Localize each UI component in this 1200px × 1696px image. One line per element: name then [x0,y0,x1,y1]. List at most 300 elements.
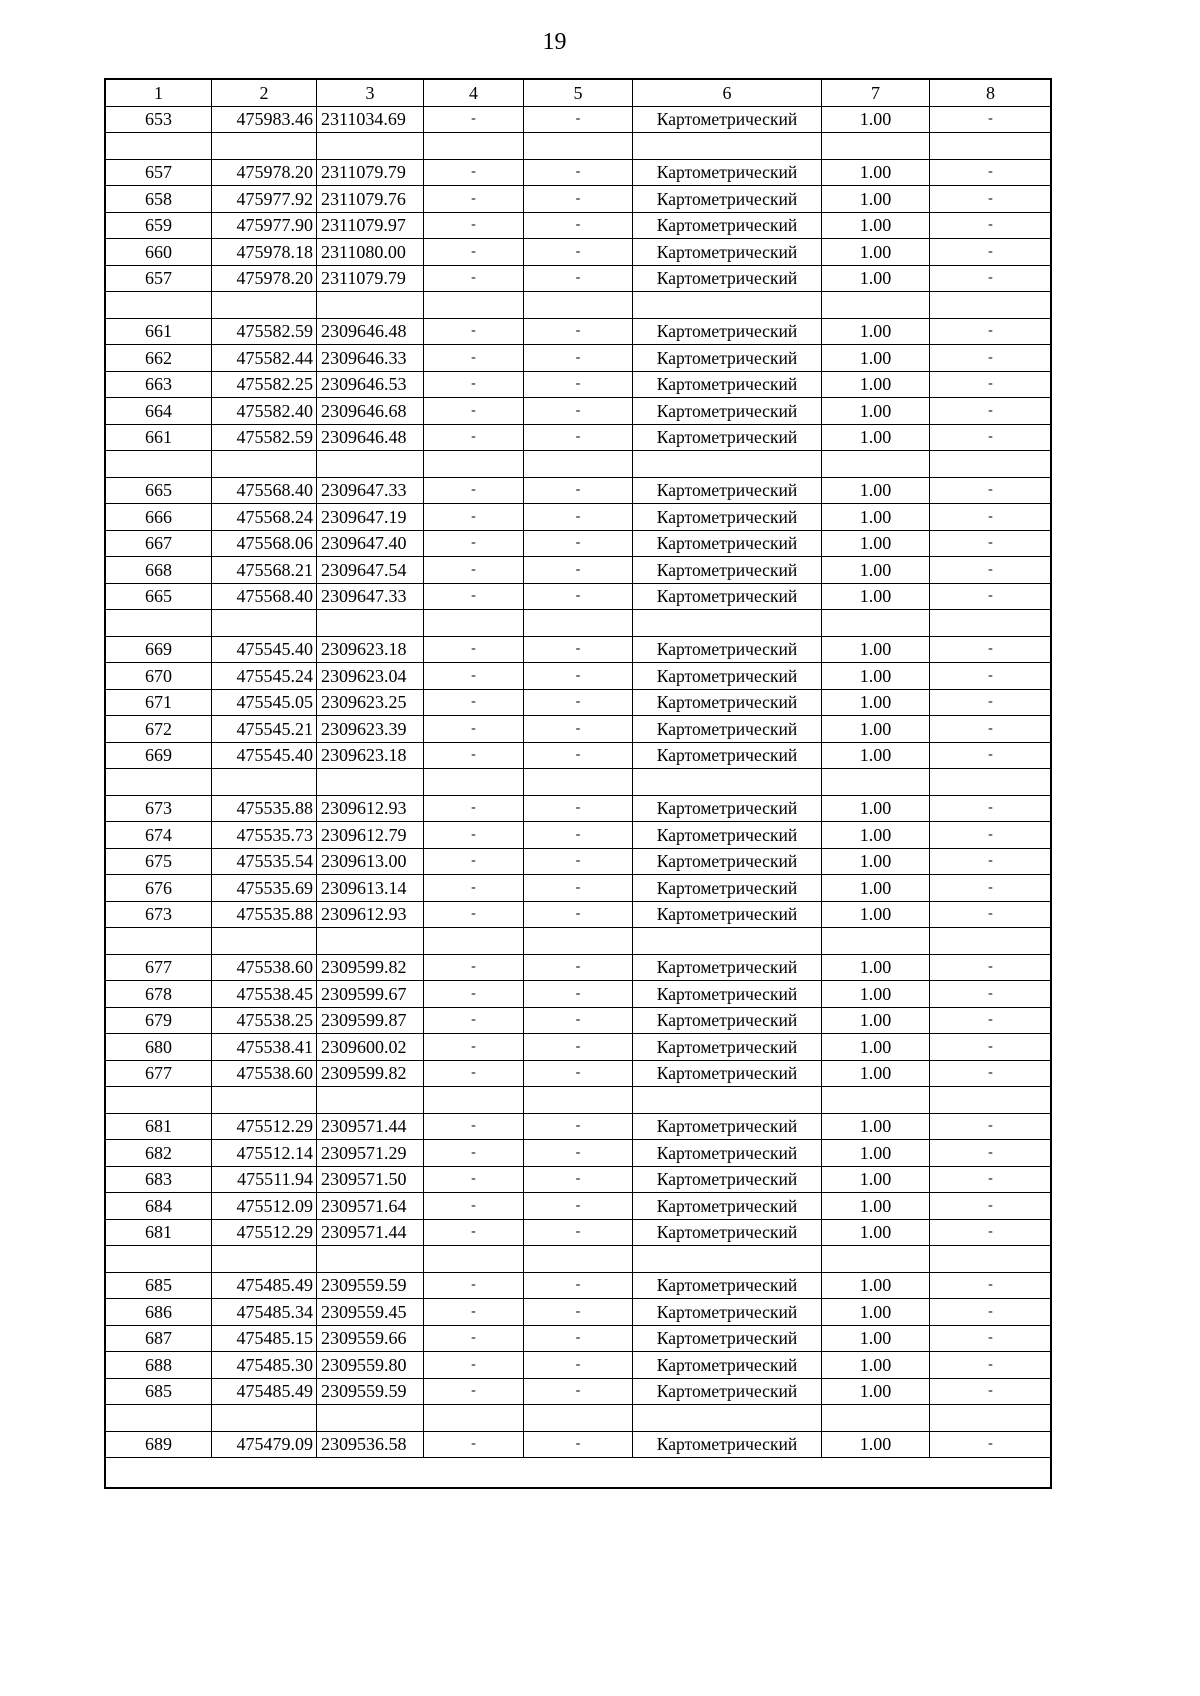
table-row [106,636,1052,663]
y-coordinate-cell: 2309647.19 [317,504,424,531]
y-coordinate-cell [317,769,424,796]
col4-cell: - [424,159,524,186]
accuracy-cell: 1.00 [822,212,930,239]
col4-cell: - [424,212,524,239]
col8-cell: - [930,716,1052,743]
point-number-cell: 684 [106,1193,212,1220]
accuracy-cell: 1.00 [822,318,930,345]
col4-cell: - [424,822,524,849]
y-coordinate-cell: 2311079.79 [317,265,424,292]
table-row [106,848,1052,875]
x-coordinate-cell: 475538.60 [212,954,317,981]
col5-cell: - [524,1034,633,1061]
col8-cell: - [930,583,1052,610]
table-row [106,1034,1052,1061]
col4-cell: - [424,1113,524,1140]
x-coordinate-cell [212,451,317,478]
accuracy-cell: 1.00 [822,848,930,875]
x-coordinate-cell: 475582.25 [212,371,317,398]
col4-cell: - [424,1272,524,1299]
y-coordinate-cell: 2309647.40 [317,530,424,557]
method-cell [633,451,822,478]
accuracy-cell: 1.00 [822,583,930,610]
col8-cell: - [930,689,1052,716]
point-number-cell: 669 [106,636,212,663]
col4-cell: - [424,1431,524,1458]
method-cell: Картометрический [633,424,822,451]
method-cell: Картометрический [633,186,822,213]
table-row [106,1352,1052,1379]
col8-cell: - [930,1113,1052,1140]
column-header: 3 [317,80,424,107]
col4-cell: - [424,663,524,690]
col5-cell: - [524,530,633,557]
col5-cell: - [524,265,633,292]
point-number-cell: 665 [106,583,212,610]
x-coordinate-cell: 475538.60 [212,1060,317,1087]
col5-cell: - [524,901,633,928]
accuracy-cell: 1.00 [822,398,930,425]
col4-cell: - [424,504,524,531]
y-coordinate-cell: 2309571.44 [317,1219,424,1246]
col5-cell: - [524,1378,633,1405]
y-coordinate-cell: 2309612.93 [317,795,424,822]
table-body [106,106,1052,1458]
col5-cell: - [524,1219,633,1246]
y-coordinate-cell: 2309646.53 [317,371,424,398]
accuracy-cell: 1.00 [822,371,930,398]
col4-cell: - [424,530,524,557]
col5-cell: - [524,822,633,849]
point-number-cell [106,1405,212,1432]
table-row [106,1140,1052,1167]
table-row [106,663,1052,690]
method-cell [633,1246,822,1273]
x-coordinate-cell: 475568.24 [212,504,317,531]
x-coordinate-cell: 475512.14 [212,1140,317,1167]
y-coordinate-cell: 2311079.79 [317,159,424,186]
x-coordinate-cell: 475535.73 [212,822,317,849]
spacer-row [106,451,1052,478]
point-number-cell: 678 [106,981,212,1008]
spacer-row [106,928,1052,955]
x-coordinate-cell: 475538.41 [212,1034,317,1061]
col5-cell: - [524,1431,633,1458]
col8-cell: - [930,477,1052,504]
accuracy-cell: 1.00 [822,1272,930,1299]
col5-cell: - [524,848,633,875]
col4-cell: - [424,742,524,769]
method-cell: Картометрический [633,1272,822,1299]
x-coordinate-cell: 475479.09 [212,1431,317,1458]
col5-cell: - [524,504,633,531]
col8-cell: - [930,742,1052,769]
method-cell [633,133,822,160]
point-number-cell: 658 [106,186,212,213]
col5-cell: - [524,1272,633,1299]
table-row [106,742,1052,769]
x-coordinate-cell: 475538.25 [212,1007,317,1034]
col5-cell: - [524,106,633,133]
y-coordinate-cell [317,133,424,160]
x-coordinate-cell: 475512.29 [212,1219,317,1246]
x-coordinate-cell: 475582.59 [212,424,317,451]
y-coordinate-cell: 2309646.33 [317,345,424,372]
col4-cell: - [424,1378,524,1405]
col4-cell: - [424,398,524,425]
col5-cell: - [524,1166,633,1193]
accuracy-cell: 1.00 [822,901,930,928]
table-row [106,1299,1052,1326]
method-cell: Картометрический [633,345,822,372]
col4-cell: - [424,981,524,1008]
col8-cell [930,292,1052,319]
table-header-row [106,80,1052,107]
method-cell: Картометрический [633,795,822,822]
point-number-cell: 689 [106,1431,212,1458]
method-cell: Картометрический [633,1325,822,1352]
method-cell: Картометрический [633,106,822,133]
column-header: 2 [212,80,317,107]
col5-cell [524,1405,633,1432]
method-cell: Картометрический [633,1299,822,1326]
point-number-cell: 686 [106,1299,212,1326]
table-row [106,716,1052,743]
method-cell [633,1405,822,1432]
col8-cell: - [930,954,1052,981]
y-coordinate-cell: 2309647.33 [317,477,424,504]
column-header: 4 [424,80,524,107]
y-coordinate-cell: 2309623.25 [317,689,424,716]
col4-cell [424,451,524,478]
y-coordinate-cell [317,1246,424,1273]
y-coordinate-cell [317,292,424,319]
col5-cell: - [524,795,633,822]
col8-cell: - [930,1299,1052,1326]
table-row [106,1007,1052,1034]
x-coordinate-cell: 475978.20 [212,159,317,186]
x-coordinate-cell: 475582.59 [212,318,317,345]
y-coordinate-cell: 2311080.00 [317,239,424,266]
col8-cell: - [930,1060,1052,1087]
col4-cell [424,1405,524,1432]
method-cell: Картометрический [633,742,822,769]
y-coordinate-cell: 2309646.48 [317,424,424,451]
table-row [106,371,1052,398]
method-cell: Картометрический [633,1140,822,1167]
col4-cell: - [424,954,524,981]
col8-cell: - [930,504,1052,531]
method-cell: Картометрический [633,477,822,504]
y-coordinate-cell: 2309571.64 [317,1193,424,1220]
table-row [106,875,1052,902]
accuracy-cell: 1.00 [822,636,930,663]
col5-cell: - [524,557,633,584]
col5-cell: - [524,716,633,743]
x-coordinate-cell: 475511.94 [212,1166,317,1193]
col4-cell: - [424,795,524,822]
col8-cell: - [930,981,1052,1008]
y-coordinate-cell: 2309599.82 [317,1060,424,1087]
y-coordinate-cell [317,451,424,478]
col8-cell: - [930,1352,1052,1379]
y-coordinate-cell: 2309623.18 [317,636,424,663]
accuracy-cell: 1.00 [822,504,930,531]
point-number-cell: 677 [106,954,212,981]
col5-cell [524,928,633,955]
point-number-cell: 667 [106,530,212,557]
y-coordinate-cell: 2309559.80 [317,1352,424,1379]
table-row [106,159,1052,186]
spacer-row [106,292,1052,319]
point-number-cell: 683 [106,1166,212,1193]
accuracy-cell [822,1087,930,1114]
method-cell: Картометрический [633,1060,822,1087]
column-header: 1 [106,80,212,107]
col5-cell: - [524,318,633,345]
accuracy-cell [822,610,930,637]
col4-cell: - [424,1299,524,1326]
col8-cell: - [930,1034,1052,1061]
table-row [106,901,1052,928]
col4-cell [424,133,524,160]
table-row [106,557,1052,584]
col5-cell: - [524,636,633,663]
col4-cell: - [424,689,524,716]
point-number-cell: 657 [106,159,212,186]
y-coordinate-cell: 2309559.59 [317,1272,424,1299]
y-coordinate-cell: 2309613.00 [317,848,424,875]
col4-cell: - [424,186,524,213]
spacer-row [106,1087,1052,1114]
coordinates-table [105,79,1052,1458]
x-coordinate-cell [212,1405,317,1432]
x-coordinate-cell: 475568.06 [212,530,317,557]
point-number-cell: 682 [106,1140,212,1167]
y-coordinate-cell: 2309599.87 [317,1007,424,1034]
x-coordinate-cell [212,133,317,160]
point-number-cell: 663 [106,371,212,398]
col8-cell: - [930,345,1052,372]
col5-cell [524,1087,633,1114]
method-cell: Картометрический [633,371,822,398]
accuracy-cell [822,928,930,955]
col4-cell [424,928,524,955]
col4-cell: - [424,477,524,504]
spacer-row [106,769,1052,796]
col8-cell [930,133,1052,160]
table-row [106,1113,1052,1140]
col5-cell: - [524,1193,633,1220]
x-coordinate-cell: 475535.88 [212,901,317,928]
y-coordinate-cell: 2309559.59 [317,1378,424,1405]
method-cell: Картометрический [633,1378,822,1405]
col5-cell [524,292,633,319]
col4-cell: - [424,1219,524,1246]
col5-cell [524,1246,633,1273]
method-cell: Картометрический [633,557,822,584]
accuracy-cell: 1.00 [822,1352,930,1379]
col5-cell: - [524,1325,633,1352]
table-row [106,212,1052,239]
col8-cell: - [930,1378,1052,1405]
col8-cell: - [930,822,1052,849]
col4-cell: - [424,1193,524,1220]
point-number-cell: 666 [106,504,212,531]
point-number-cell: 673 [106,795,212,822]
col5-cell: - [524,663,633,690]
method-cell: Картометрический [633,875,822,902]
column-header: 5 [524,80,633,107]
point-number-cell: 669 [106,742,212,769]
column-header: 7 [822,80,930,107]
point-number-cell: 679 [106,1007,212,1034]
col4-cell: - [424,1352,524,1379]
point-number-cell: 675 [106,848,212,875]
x-coordinate-cell: 475983.46 [212,106,317,133]
y-coordinate-cell: 2309571.29 [317,1140,424,1167]
col8-cell: - [930,318,1052,345]
point-number-cell: 680 [106,1034,212,1061]
col4-cell: - [424,1166,524,1193]
point-number-cell [106,133,212,160]
point-number-cell: 681 [106,1219,212,1246]
accuracy-cell [822,1246,930,1273]
table-row [106,345,1052,372]
point-number-cell [106,1246,212,1273]
col8-cell: - [930,795,1052,822]
table-row [106,398,1052,425]
y-coordinate-cell: 2309613.14 [317,875,424,902]
point-number-cell: 661 [106,318,212,345]
accuracy-cell: 1.00 [822,1166,930,1193]
col4-cell: - [424,1007,524,1034]
method-cell: Картометрический [633,1007,822,1034]
col5-cell: - [524,159,633,186]
y-coordinate-cell: 2309559.45 [317,1299,424,1326]
table-row [106,1219,1052,1246]
col5-cell: - [524,1352,633,1379]
method-cell: Картометрический [633,212,822,239]
table-row [106,186,1052,213]
col8-cell: - [930,424,1052,451]
x-coordinate-cell: 475545.40 [212,742,317,769]
x-coordinate-cell: 475545.40 [212,636,317,663]
point-number-cell: 668 [106,557,212,584]
table-row [106,1272,1052,1299]
accuracy-cell: 1.00 [822,1007,930,1034]
accuracy-cell [822,769,930,796]
x-coordinate-cell: 475978.20 [212,265,317,292]
accuracy-cell [822,451,930,478]
method-cell [633,928,822,955]
y-coordinate-cell: 2309647.33 [317,583,424,610]
x-coordinate-cell: 475485.49 [212,1272,317,1299]
x-coordinate-cell: 475582.40 [212,398,317,425]
x-coordinate-cell: 475512.29 [212,1113,317,1140]
col5-cell: - [524,1007,633,1034]
x-coordinate-cell: 475538.45 [212,981,317,1008]
x-coordinate-cell: 475582.44 [212,345,317,372]
col4-cell [424,292,524,319]
method-cell: Картометрический [633,504,822,531]
col5-cell: - [524,583,633,610]
y-coordinate-cell: 2309623.18 [317,742,424,769]
col5-cell: - [524,1299,633,1326]
col5-cell: - [524,689,633,716]
accuracy-cell: 1.00 [822,239,930,266]
col4-cell: - [424,424,524,451]
table-row [106,477,1052,504]
x-coordinate-cell: 475512.09 [212,1193,317,1220]
spacer-row [106,133,1052,160]
accuracy-cell: 1.00 [822,875,930,902]
point-number-cell: 657 [106,265,212,292]
x-coordinate-cell: 475568.40 [212,477,317,504]
method-cell: Картометрический [633,1113,822,1140]
method-cell: Картометрический [633,265,822,292]
method-cell [633,610,822,637]
table-row [106,239,1052,266]
point-number-cell: 659 [106,212,212,239]
col5-cell: - [524,1140,633,1167]
accuracy-cell: 1.00 [822,981,930,1008]
accuracy-cell: 1.00 [822,716,930,743]
col8-cell: - [930,901,1052,928]
point-number-cell: 673 [106,901,212,928]
point-number-cell: 687 [106,1325,212,1352]
accuracy-cell: 1.00 [822,1193,930,1220]
table-row [106,822,1052,849]
accuracy-cell: 1.00 [822,795,930,822]
method-cell: Картометрический [633,636,822,663]
y-coordinate-cell: 2309599.82 [317,954,424,981]
x-coordinate-cell [212,928,317,955]
accuracy-cell: 1.00 [822,265,930,292]
accuracy-cell: 1.00 [822,345,930,372]
y-coordinate-cell [317,1087,424,1114]
col8-cell: - [930,530,1052,557]
table-row [106,1325,1052,1352]
col8-cell: - [930,212,1052,239]
col8-cell: - [930,1140,1052,1167]
accuracy-cell: 1.00 [822,186,930,213]
point-number-cell: 688 [106,1352,212,1379]
col8-cell [930,1246,1052,1273]
col8-cell [930,451,1052,478]
accuracy-cell: 1.00 [822,742,930,769]
point-number-cell: 665 [106,477,212,504]
method-cell: Картометрический [633,1166,822,1193]
y-coordinate-cell: 2309600.02 [317,1034,424,1061]
accuracy-cell: 1.00 [822,822,930,849]
col8-cell [930,928,1052,955]
point-number-cell: 660 [106,239,212,266]
point-number-cell: 674 [106,822,212,849]
accuracy-cell: 1.00 [822,689,930,716]
point-number-cell [106,451,212,478]
point-number-cell [106,610,212,637]
point-number-cell [106,292,212,319]
col5-cell [524,133,633,160]
x-coordinate-cell: 475978.18 [212,239,317,266]
col4-cell: - [424,239,524,266]
col5-cell: - [524,1113,633,1140]
point-number-cell: 681 [106,1113,212,1140]
table-row [106,954,1052,981]
col8-cell: - [930,1193,1052,1220]
table-row [106,1166,1052,1193]
